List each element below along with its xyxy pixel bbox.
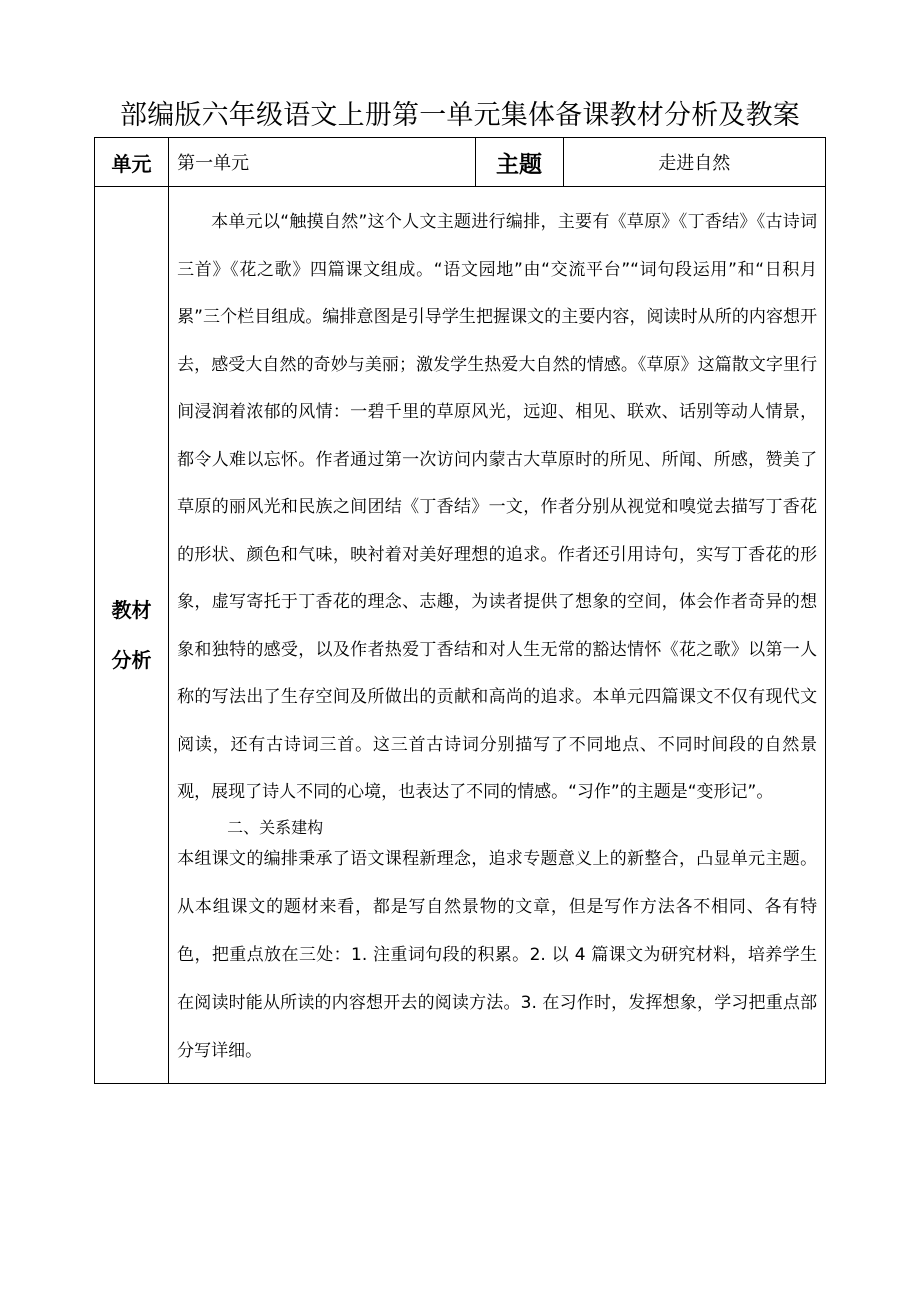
theme-value: 走进自然 [563,138,825,187]
analysis-label-line2: 分析 [111,647,152,672]
lesson-plan-table [94,137,826,1084]
section2-heading: 二、关系建构 [227,817,324,837]
unit-label: 单元 [95,138,169,187]
document-title: 部编版六年级语文上册第一单元集体备课教材分析及教案 [120,100,800,131]
header-row [95,138,826,187]
unit-value: 第一单元 [169,138,475,187]
section2-paragraph: 本组课文的编排秉承了语文课程新理念，追求专题意义上的新整合，凸显单元主题。从本组课文的题材来看，都是写自然景物的文章，但是写作方法各不相同、各有特色，把重点放在三处：1. 注重词句段的积累。2. 以 4 篇课文为研究材料，培养学生在阅读时能从所读的内容想开去的阅读方法。3. 在习作时，发挥想象，学习把重点部分写详细。 [177,848,818,1061]
analysis-row [95,187,826,1084]
theme-label: 主题 [475,138,563,187]
analysis-label [95,187,169,1084]
analysis-content [169,187,826,1084]
analysis-label-line1: 教材 [111,597,152,622]
analysis-paragraph: 本单元以“触摸自然”这个人文主题进行编排，主要有《草原》《丁香结》《古诗词三首》《花之歌》四篇课文组成。“语文园地”由“交流平台”“词句段运用”和“日积月累”三个栏目组成。编排意图是引导学生把握课文的主要内容，阅读时从所的内容想开去，感受大自然的奇妙与美丽；激发学生热爱大自然的情感。《草原》这篇散文字里行间浸润着浓郁的风情：一碧千里的草原风光，远迎、相见、联欢、话别等动人情景，都令人难以忘怀。作者通过第一次访问内蒙古大草原时的所见、所闻、所感，赞美了草原的丽风光和民族之间团结《丁香结》一文，作者分别从视觉和嗅觉去描写丁香花的形状、颜色和气味，映衬着对美好理想的追求。作者还引用诗句，实写丁香花的形象，虚写寄托于丁香花的理念、志趣，为读者提供了想象的空间，体会作者奇异的想象和独特的感受，以及作者热爱丁香结和对人生无常的豁达情怀《花之歌》以第一人称的写法出了生存空间及所做出的贡献和高尚的追求。本单元四篇课文不仅有现代文阅读，还有古诗词三首。这三首古诗词分别描写了不同地点、不同时间段的自然景观，展现了诗人不同的心境，也表达了不同的情感。“习作”的主题是“变形记”。 [177,212,818,802]
